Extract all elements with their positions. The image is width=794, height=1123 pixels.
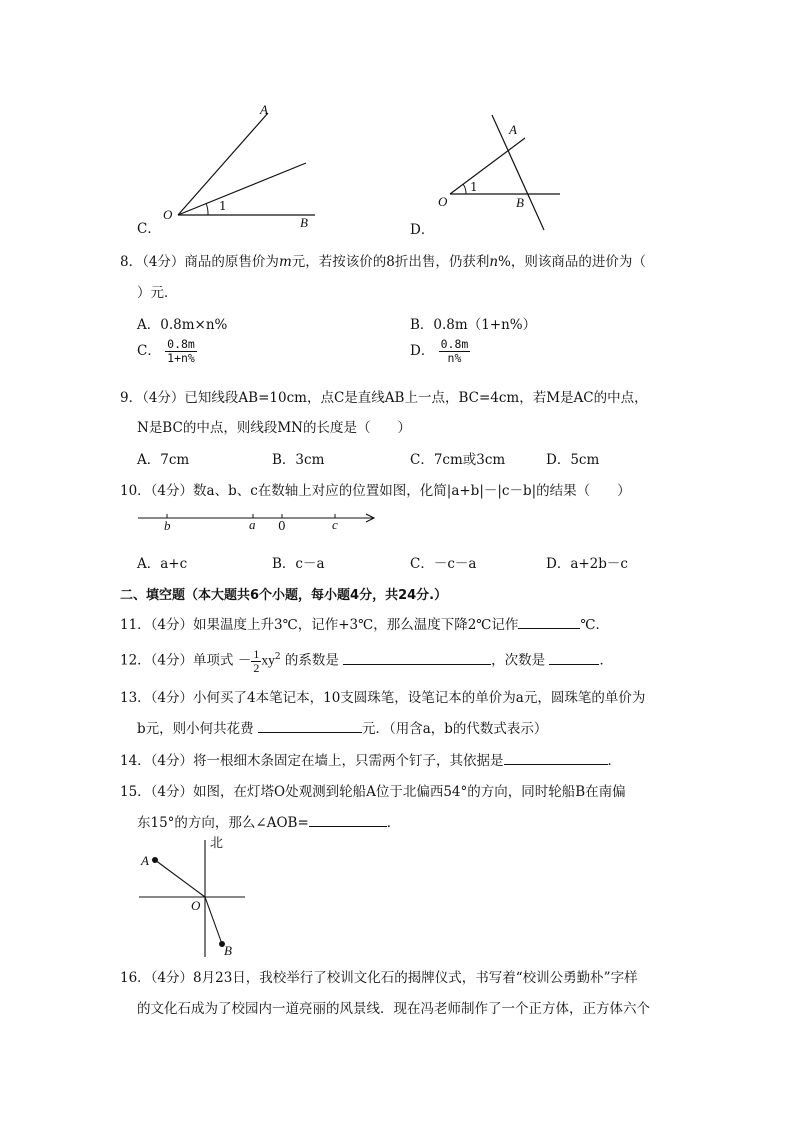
q8-option-d: D． $\frac{0.8m}{n\%}$	[410, 337, 469, 365]
fig-d-point-o: O	[438, 194, 448, 209]
q10-axis-label-zero: 0	[278, 519, 286, 533]
q12-coefficient-blank	[343, 651, 491, 665]
q8-option-a: A．0.8m×n%	[137, 317, 228, 333]
q15-answer-blank	[309, 813, 387, 827]
fig-c-angle-label: 1	[219, 199, 227, 213]
q10-stem: 10．（4分）数a、b、c在数轴上对应的位置如图，化简|a+b|－|c－b|的结果（ ）	[120, 483, 631, 499]
fig-d-angle-label: 1	[470, 180, 478, 194]
fig-d-point-b: B	[516, 195, 524, 210]
q16-line1: 16．（4分）8月23日，我校举行了校训文化石的揭牌仪式，书写着“校训公勇勤朴”字样	[120, 970, 638, 986]
q15-point-a: A	[141, 853, 149, 868]
q9-option-d: D．5cm	[546, 452, 600, 468]
q10-option-d: D．a+2b－c	[546, 556, 628, 572]
q15-point-o: O	[191, 898, 201, 913]
q15-north-label: 北	[210, 836, 224, 851]
q11-answer-blank	[518, 615, 580, 629]
fig-c-point-a: A	[260, 102, 268, 117]
figure-option-c	[130, 95, 330, 235]
q10-option-a: A．a+c	[137, 556, 188, 572]
q13-answer-blank	[258, 719, 362, 733]
q9-stem-line2: N是BC的中点，则线段MN的长度是（ ）	[137, 420, 411, 436]
q8-option-d-fraction: $\frac{0.8m}{n\%}$	[440, 337, 469, 365]
q8-option-b: B．0.8m（1+n%）	[410, 317, 537, 333]
q14-text: 14．（4分）将一根细木条固定在墙上，只需两个钉子，其依据是 ．	[120, 753, 622, 769]
q15-line1: 15．（4分）如图，在灯塔O处观测到轮船A位于北偏西54°的方向，同时轮船B在南偏	[120, 784, 626, 800]
q9-option-c: C．7cm或3cm	[410, 452, 506, 468]
q13-line1: 13．（4分）小何买了4本笔记本，10支圆珠笔，设笔记本的单价为a元，圆珠笔的单价为	[120, 690, 646, 706]
q8-option-c: C． $\frac{0.8m}{1+n\%}$	[137, 337, 195, 365]
q12-degree-blank	[549, 651, 599, 665]
q9-stem-line1: 9．（4分）已知线段AB=10cm，点C是直线AB上一点，BC=4cm，若M是AC的中点，	[120, 390, 648, 406]
q10-axis-label-a: a	[249, 517, 256, 532]
figure-option-d	[430, 105, 570, 245]
q15-point-b: B	[224, 943, 232, 958]
q9-option-b: B．3cm	[272, 452, 325, 468]
option-c-label: C．	[137, 221, 161, 237]
q10-axis-label-c: c	[332, 517, 338, 532]
q8-stem-line2: ）元．	[137, 285, 178, 301]
fig-c-point-b: B	[300, 215, 308, 230]
q10-number-line	[135, 508, 380, 538]
section-2-title: 二、填空题（本大题共6个小题，每小题4分，共24分.）	[120, 588, 448, 603]
q9-option-a: A．7cm	[137, 452, 190, 468]
q8-option-c-fraction: $\frac{0.8m}{1+n\%}$	[167, 337, 195, 365]
q10-option-c: C．－c－a	[410, 556, 477, 572]
option-d-label: D．	[410, 222, 435, 238]
fig-d-point-a: A	[509, 122, 517, 137]
fig-c-point-o: O	[163, 207, 173, 222]
q12-text: 12．（4分）单项式 － $\frac{1}{2}$ $xy^2$ 的系数是 ，次数是 ．	[120, 646, 613, 675]
q16-line2: 的文化石成为了校园内一道亮丽的风景线．现在冯老师制作了一个正方体，正方体六个	[137, 1001, 650, 1017]
q10-option-b: B．c－a	[272, 556, 325, 572]
q15-line2: 东15°的方向，那么∠AOB= ．	[137, 815, 401, 831]
q10-axis-label-b: b	[164, 518, 171, 533]
q8-stem-line1: 8．（4分）商品的原售价为m元，若按该价的8折出售，仍获利n%，则该商品的进价为（	[120, 254, 646, 270]
q14-answer-blank	[504, 751, 608, 765]
q11-text: 11．（4分）如果温度上升3℃，记作+3℃，那么温度下降2℃记作 ℃．	[120, 617, 610, 633]
q13-line2: b元，则小何共花费 元．（用含a，b的代数式表示）	[137, 721, 548, 737]
